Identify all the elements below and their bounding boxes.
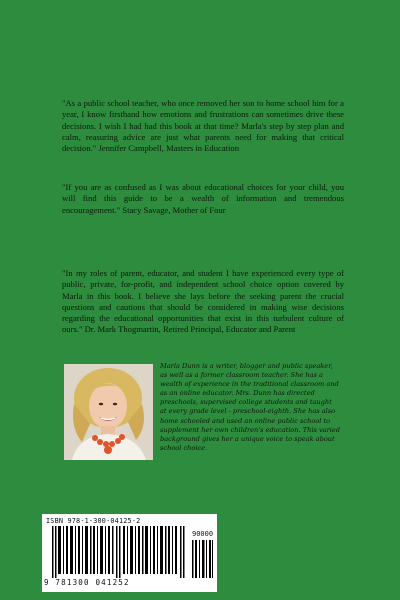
testimonial-campbell: "As a public school teacher, who once removed her son to home school him for a year, I know firsthand how emotions and frustrations can sometimes drive these decisions. I wish I had had this book at that time? Marla's step by step plan and calm, reasuring advice are just what parents need for making that critical decision." Jennifer Campbell, Masters in Education [62,98,344,154]
author-bio: Marla Dunn is a writer, blogger and public speaker, as well as a former classroom teacher. She has a wealth of experience in the traditional classroom and as an online educator. Mrs. Dunn has directed preschools, supervised college students and taught at every grade level - preschool-eighth. She has also home schooled and used an online public school to supplement her own children's education. This varied background gives her a unique voice to speak about school choice. [160,362,340,452]
barcode-bars [52,526,188,578]
testimonial-savage: "If you are as confused as I was about educational choices for your child, you will find this guide to be a wealth of information and tremendous encouragement." Stacy Savage, Mother of Four [62,182,344,215]
isbn-number: ISBN 978-1-300-04125-2 [46,517,141,525]
isbn-barcode [42,514,217,592]
price-code: 90000 [192,530,214,538]
barcode-digits: 9 781300 041252 [44,578,130,587]
price-barcode-bars [192,540,214,578]
testimonial-thogmartin: "In my roles of parent, educator, and student I have experienced every type of public, private, for-profit, and independent school choice option covered by Marla in this book. I believe she lays before the seeking parent the crucial questions and cautions that should be considered in making wise decisions regarding the educational opportunities that exist in this turbulent culture of ours." Dr. Mark Thogmartin, Retired Principal, Educator and Parent [62,268,344,335]
author-photo [64,364,153,460]
